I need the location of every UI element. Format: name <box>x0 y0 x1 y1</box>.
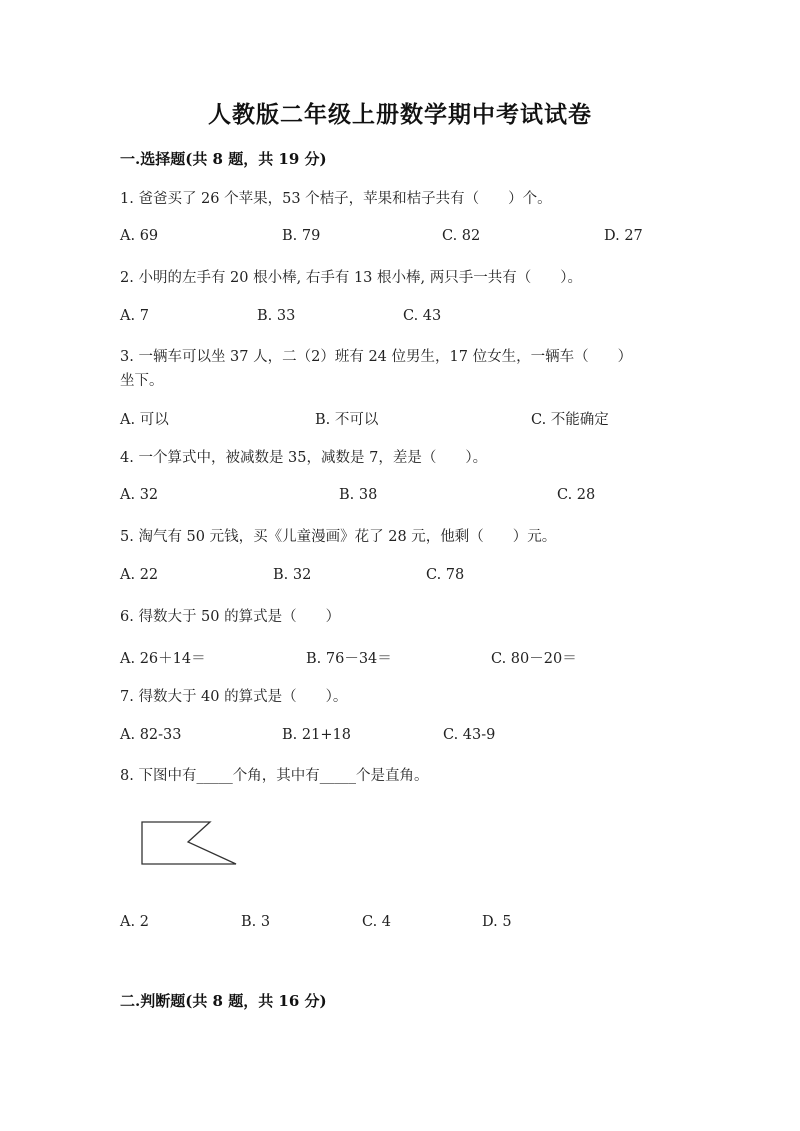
option-c[interactable]: C. 82 <box>442 228 481 244</box>
question-4-options <box>0 487 800 507</box>
question-1: 1. 爸爸买了 26 个苹果，53 个桔子，苹果和桔子共有（ ）个。 <box>120 191 552 207</box>
option-c[interactable]: C. 43 <box>403 308 442 324</box>
option-a[interactable]: A. 26＋14＝ <box>120 651 206 667</box>
option-c[interactable]: C. 4 <box>362 914 392 930</box>
question-8: 8. 下图中有_____个角，其中有_____个是直角。 <box>120 768 429 784</box>
option-a[interactable]: A. 可以 <box>120 412 169 428</box>
angle-figure <box>130 812 250 872</box>
option-d[interactable]: D. 27 <box>604 228 643 244</box>
option-a[interactable]: A. 7 <box>120 308 149 324</box>
option-d[interactable]: D. 5 <box>482 914 512 930</box>
option-b[interactable]: B. 32 <box>273 567 312 583</box>
option-a[interactable]: A. 22 <box>120 567 159 583</box>
question-3: 3. 一辆车可以坐 37 人，二（2）班有 24 位男生，17 位女生，一辆车（ ）坐下。 <box>120 349 633 389</box>
option-c[interactable]: C. 80－20＝ <box>491 651 577 667</box>
option-b[interactable]: B. 79 <box>282 228 321 244</box>
question-7: 7. 得数大于 40 的算式是（ ）。 <box>120 689 348 705</box>
question-5-options <box>0 567 800 587</box>
question-2: 2. 小明的左手有 20 根小棒, 右手有 13 根小棒, 两只手一共有（ ）。 <box>120 270 582 286</box>
question-8-options <box>0 914 800 934</box>
option-b[interactable]: B. 38 <box>339 487 378 503</box>
option-b[interactable]: B. 76－34＝ <box>306 651 392 667</box>
question-3-options <box>0 408 800 428</box>
question-5: 5. 淘气有 50 元钱，买《儿童漫画》花了 28 元，他剩（ ）元。 <box>120 529 557 545</box>
section-heading-judgement: 二.判断题(共 8 题，共 16 分) <box>120 992 327 1010</box>
question-4: 4. 一个算式中，被减数是 35，减数是 7，差是（ ）。 <box>120 450 488 466</box>
option-a[interactable]: A. 69 <box>120 228 159 244</box>
section-heading-choice: 一.选择题(共 8 题，共 19 分) <box>120 150 327 168</box>
option-b[interactable]: B. 33 <box>257 308 296 324</box>
question-6: 6. 得数大于 50 的算式是（ ） <box>120 609 341 625</box>
option-a[interactable]: A. 2 <box>120 914 149 930</box>
option-a[interactable]: A. 32 <box>120 487 159 503</box>
option-b[interactable]: B. 3 <box>241 914 271 930</box>
question-2-options <box>0 308 800 328</box>
option-b[interactable]: B. 21+18 <box>282 727 351 743</box>
option-c[interactable]: C. 不能确定 <box>531 412 609 428</box>
question-1-options <box>0 228 800 248</box>
question-7-options <box>0 727 800 747</box>
option-c[interactable]: C. 43-9 <box>443 727 496 743</box>
question-6-options <box>0 647 800 667</box>
angle-shape <box>142 822 236 864</box>
option-c[interactable]: C. 28 <box>557 487 596 503</box>
option-a[interactable]: A. 82-33 <box>120 727 182 743</box>
option-b[interactable]: B. 不可以 <box>315 412 379 428</box>
page-title: 人教版二年级上册数学期中考试试卷 <box>208 101 592 128</box>
option-c[interactable]: C. 78 <box>426 567 465 583</box>
